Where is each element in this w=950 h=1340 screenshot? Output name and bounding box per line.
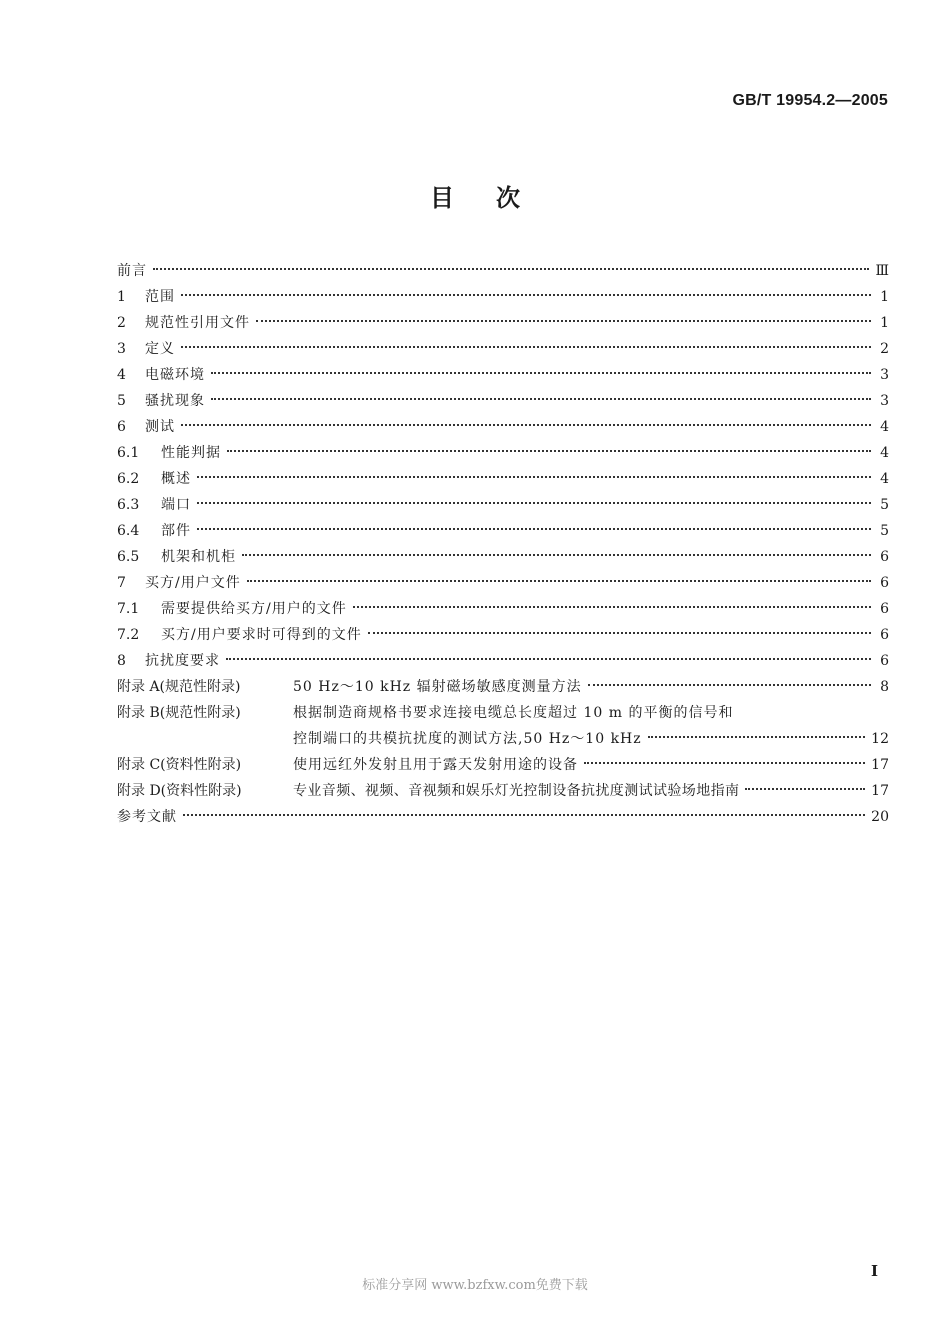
toc-entry-2[interactable]	[117, 310, 889, 336]
standard-number: GB/T 19954.2—2005	[732, 92, 888, 109]
dot-leader	[181, 346, 871, 348]
toc-number: 8	[117, 653, 126, 669]
toc-label: 定义	[145, 341, 175, 357]
toc-entry-5[interactable]	[117, 388, 889, 414]
toc-entry-annex-a[interactable]	[117, 674, 889, 700]
toc-number: 3	[117, 341, 126, 357]
toc-label: 根据制造商规格书要求连接电缆总长度超过 10 m 的平衡的信号和	[293, 705, 734, 721]
dot-leader	[211, 372, 871, 374]
page-number: I	[870, 1262, 878, 1280]
toc-label: 性能判据	[161, 445, 221, 461]
toc-entry-6-5[interactable]	[117, 544, 889, 570]
toc-number: 6.3	[117, 497, 140, 513]
toc-number: 附录 B(规范性附录)	[117, 705, 241, 721]
toc-entry-6-1[interactable]	[117, 440, 889, 466]
dot-leader	[226, 658, 871, 660]
toc-number: 附录 C(资料性附录)	[117, 757, 242, 773]
toc-page: 17	[871, 783, 889, 799]
watermark: 标准分享网 www.bzfxw.com免费下载	[362, 1278, 588, 1293]
toc-number: 6.5	[117, 549, 140, 565]
dot-leader	[183, 814, 865, 816]
table-of-contents	[117, 258, 889, 830]
toc-page: 3	[880, 367, 889, 383]
toc-number: 5	[117, 393, 126, 409]
toc-page: 20	[871, 809, 889, 825]
toc-label: 部件	[161, 523, 191, 539]
toc-label: 测试	[145, 419, 175, 435]
toc-page: 4	[880, 419, 889, 435]
toc-label: 骚扰现象	[145, 393, 205, 409]
toc-label: 抗扰度要求	[145, 653, 220, 669]
toc-page: 6	[880, 549, 889, 565]
toc-page: 6	[880, 601, 889, 617]
toc-page: 6	[880, 575, 889, 591]
dot-leader	[584, 762, 865, 764]
toc-entry-6[interactable]	[117, 414, 889, 440]
dot-leader	[648, 736, 866, 738]
toc-number: 2	[117, 315, 126, 331]
toc-entry-7[interactable]	[117, 570, 889, 596]
toc-entry-6-2[interactable]	[117, 466, 889, 492]
dot-leader	[197, 476, 871, 478]
toc-entry-foreword[interactable]	[117, 258, 889, 284]
toc-page: 8	[880, 679, 889, 695]
toc-page: 5	[880, 523, 889, 539]
dot-leader	[197, 528, 871, 530]
toc-number: 6.2	[117, 471, 140, 487]
dot-leader	[745, 788, 865, 790]
toc-label: 概述	[161, 471, 191, 487]
toc-entry-1[interactable]	[117, 284, 889, 310]
toc-number: 1	[117, 289, 126, 305]
toc-label: 规范性引用文件	[145, 315, 250, 331]
toc-label: 端口	[161, 497, 191, 513]
toc-label: 电磁环境	[145, 367, 205, 383]
toc-page: 3	[880, 393, 889, 409]
toc-number: 7	[117, 575, 126, 591]
toc-page: 1	[880, 315, 889, 331]
dot-leader	[227, 450, 871, 452]
toc-entry-annex-d[interactable]	[117, 778, 889, 804]
toc-label: 机架和机柜	[161, 549, 236, 565]
dot-leader	[353, 606, 871, 608]
dot-leader	[242, 554, 871, 556]
toc-entry-3[interactable]	[117, 336, 889, 362]
toc-page: 4	[880, 445, 889, 461]
dot-leader	[211, 398, 871, 400]
toc-label: 使用远红外发射且用于露天发射用途的设备	[293, 757, 578, 773]
dot-leader	[181, 424, 871, 426]
toc-page: 2	[880, 341, 889, 357]
toc-page: 12	[871, 731, 889, 747]
toc-entry-7-2[interactable]	[117, 622, 889, 648]
dot-leader	[368, 632, 871, 634]
dot-leader	[588, 684, 871, 686]
toc-label: 50 Hz～10 kHz 辐射磁场敏感度测量方法	[293, 679, 582, 695]
dot-leader	[247, 580, 871, 582]
toc-entry-6-4[interactable]	[117, 518, 889, 544]
toc-label: 控制端口的共模抗扰度的测试方法,50 Hz～10 kHz	[293, 731, 642, 747]
toc-entry-annex-c[interactable]	[117, 752, 889, 778]
toc-number: 6.4	[117, 523, 140, 539]
toc-entry-annex-b-continued[interactable]	[117, 726, 889, 752]
toc-number: 6.1	[117, 445, 140, 461]
toc-number: 附录 A(规范性附录)	[117, 679, 241, 695]
dot-leader	[153, 268, 869, 270]
toc-page: 4	[880, 471, 889, 487]
toc-number: 附录 D(资料性附录)	[117, 783, 242, 799]
toc-page: 5	[880, 497, 889, 513]
dot-leader	[256, 320, 871, 322]
toc-number: 7.1	[117, 601, 140, 617]
dot-leader	[181, 294, 871, 296]
page-title: 目次	[430, 184, 562, 212]
toc-number: 7.2	[117, 627, 140, 643]
toc-entry-4[interactable]	[117, 362, 889, 388]
toc-label: 参考文献	[117, 809, 177, 825]
toc-number: 6	[117, 419, 126, 435]
toc-entry-7-1[interactable]	[117, 596, 889, 622]
toc-label: 买方/用户文件	[145, 575, 241, 591]
toc-label: 买方/用户要求时可得到的文件	[161, 627, 362, 643]
toc-page: 6	[880, 653, 889, 669]
toc-page: 1	[880, 289, 889, 305]
toc-page: Ⅲ	[875, 263, 889, 279]
toc-page: 17	[871, 757, 889, 773]
toc-label: 前言	[117, 263, 147, 279]
toc-entry-references[interactable]	[117, 804, 889, 830]
toc-entry-6-3[interactable]	[117, 492, 889, 518]
dot-leader	[197, 502, 871, 504]
toc-label: 专业音频、视频、音视频和娱乐灯光控制设备抗扰度测试试验场地指南	[293, 783, 740, 799]
toc-entry-annex-b[interactable]	[117, 700, 889, 726]
toc-entry-8[interactable]	[117, 648, 889, 674]
toc-page: 6	[880, 627, 889, 643]
toc-label: 范围	[145, 289, 175, 305]
toc-label: 需要提供给买方/用户的文件	[161, 601, 347, 617]
toc-number: 4	[117, 367, 126, 383]
